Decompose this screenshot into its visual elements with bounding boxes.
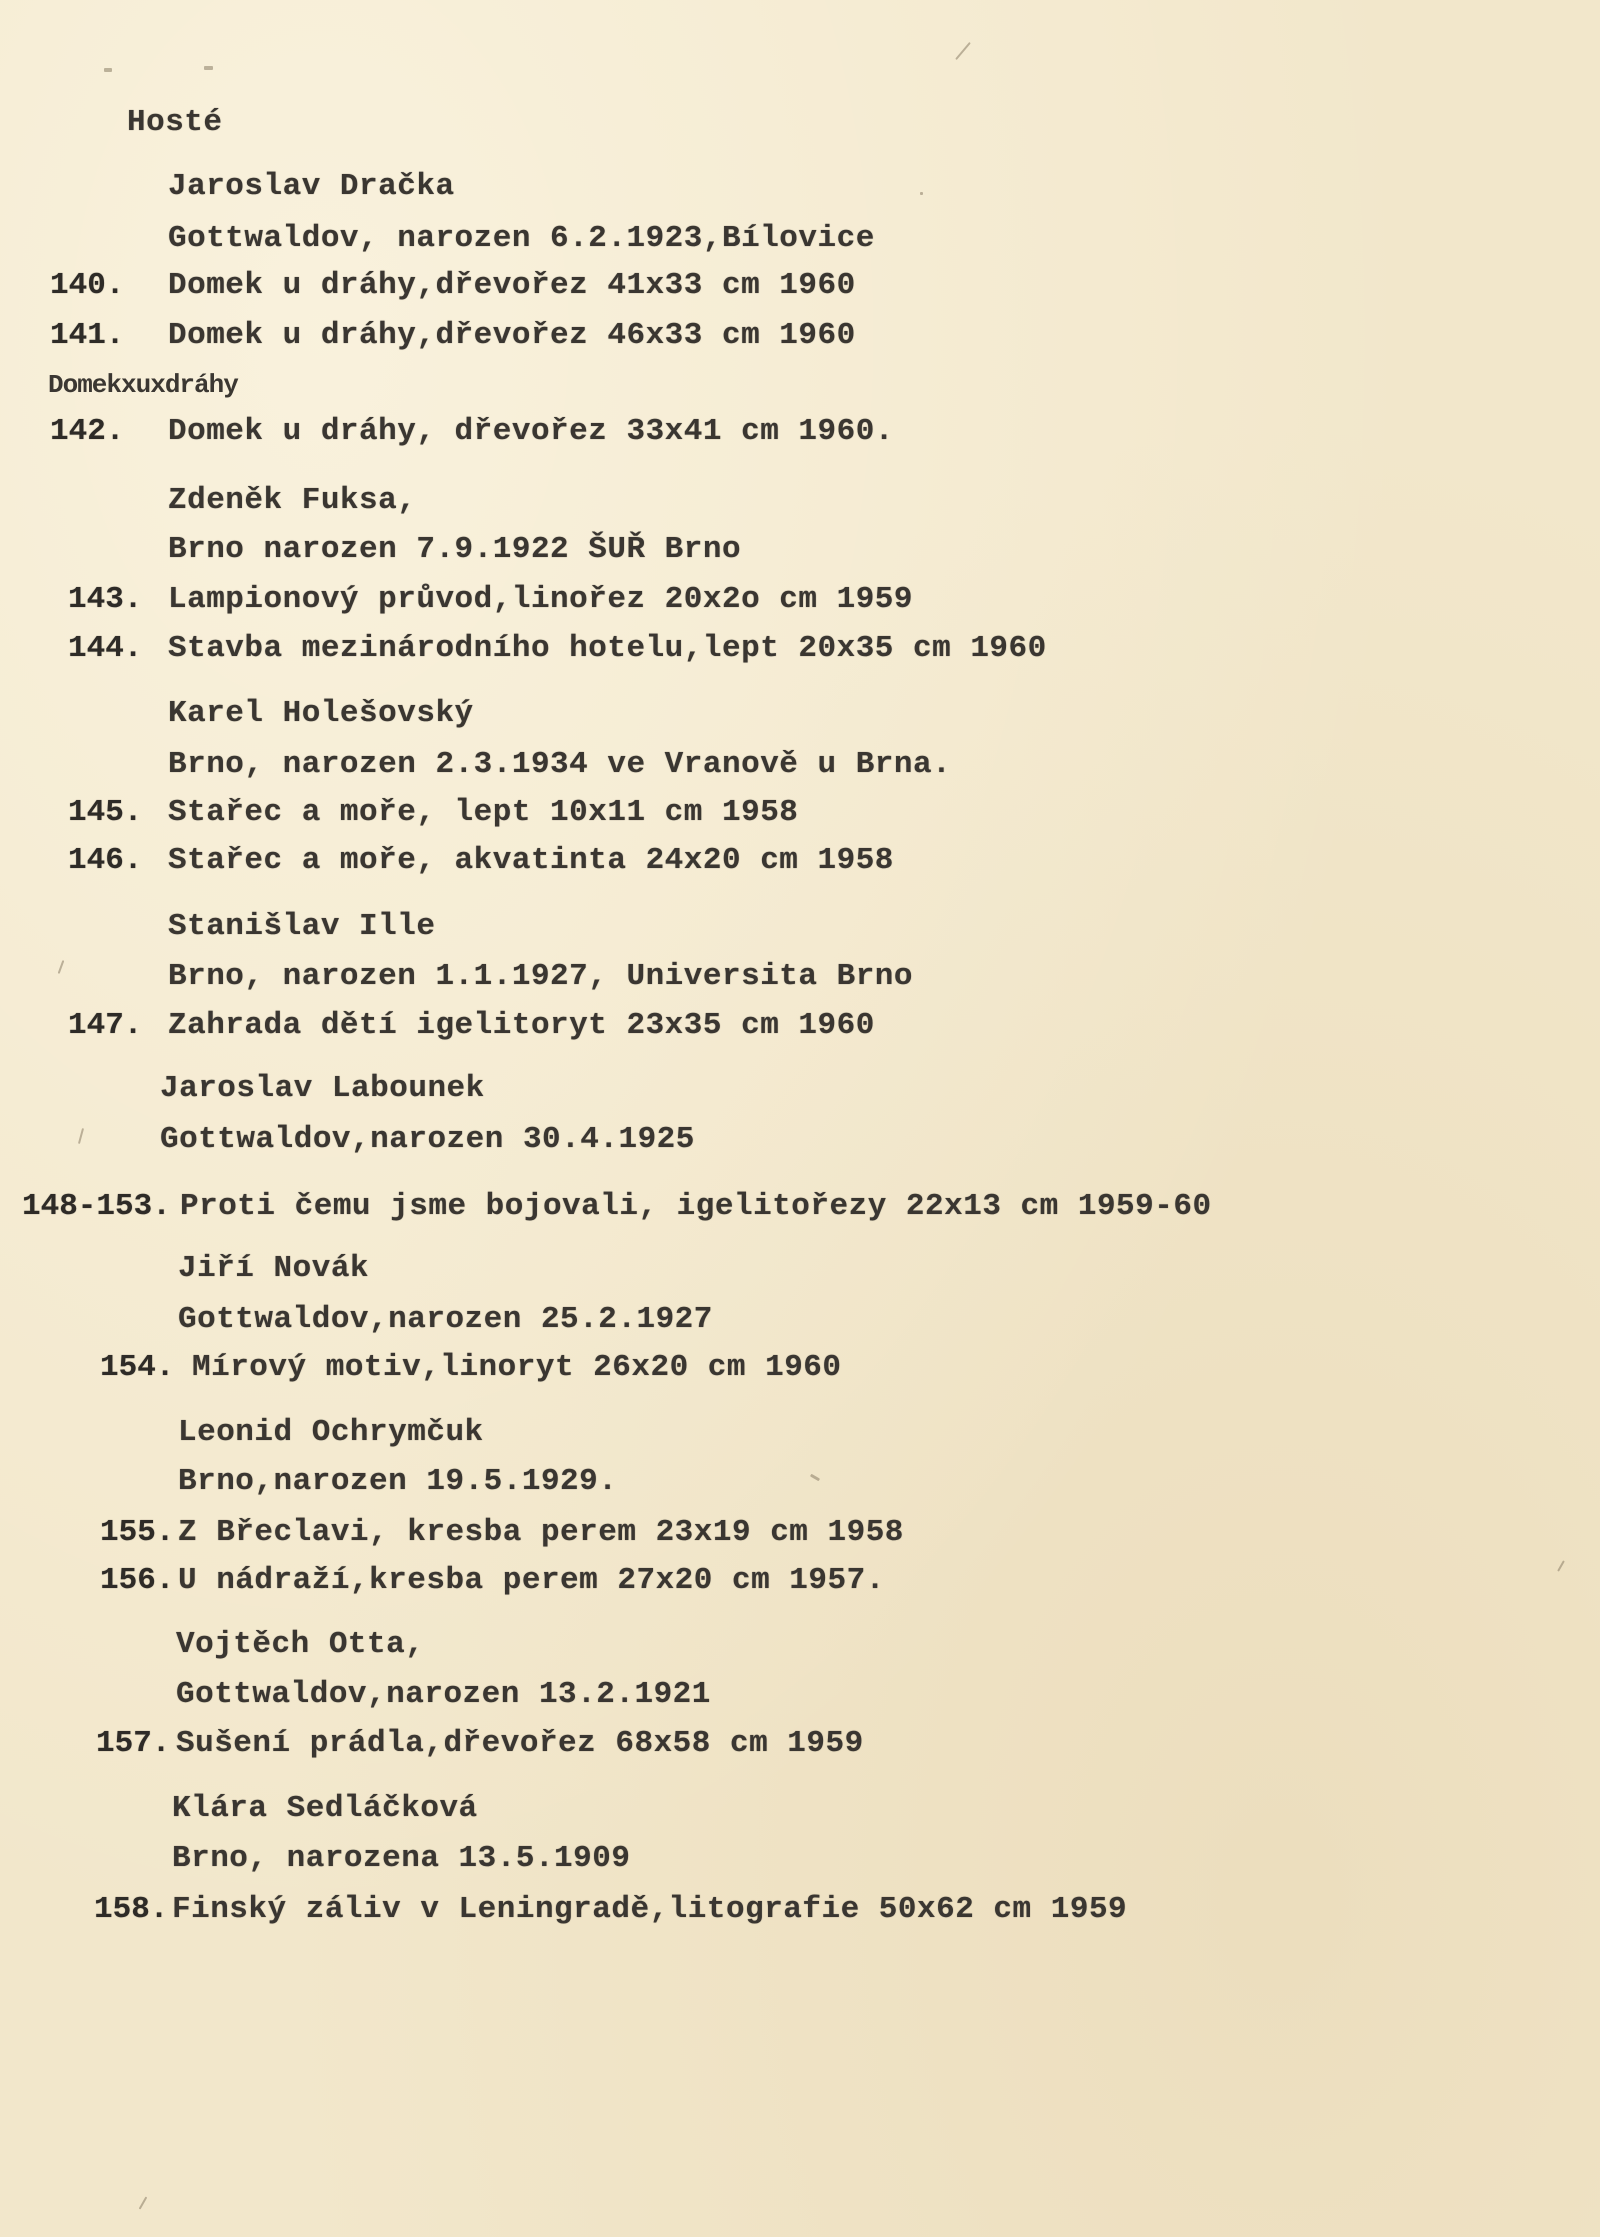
catalog-number: 154. <box>100 1350 175 1385</box>
artist-info: Brno, narozen 1.1.1927, Universita Brno <box>168 959 914 994</box>
artist-info: Gottwaldov, narozen 6.2.1923,Bílovice <box>168 221 875 256</box>
artist-name: Vojtěch Otta, <box>176 1627 425 1662</box>
catalog-number: 156. <box>100 1563 175 1598</box>
artist-info: Gottwaldov,narozen 30.4.1925 <box>160 1122 695 1157</box>
artist-name: Jaroslav Dračka <box>168 169 455 204</box>
work-entry: Domek u dráhy, dřevořez 33x41 cm 1960. <box>168 414 894 449</box>
artist-info: Brno narozen 7.9.1922 ŠUŘ Brno <box>168 532 742 567</box>
paper-speck <box>955 42 971 60</box>
paper-speck <box>78 1128 84 1144</box>
artist-info: Gottwaldov,narozen 13.2.1921 <box>176 1677 711 1712</box>
work-entry: Stavba mezinárodního hotelu,lept 20x35 cm 1960 <box>168 631 1047 666</box>
artist-name: Jiří Novák <box>178 1251 370 1286</box>
work-entry: Stařec a moře, lept 10x11 cm 1958 <box>168 795 799 830</box>
catalog-number: 145. <box>68 795 143 830</box>
artist-info: Brno,narozen 19.5.1929. <box>178 1464 618 1499</box>
work-entry: Finský záliv v Leningradě,litografie 50x62 cm 1959 <box>172 1892 1128 1927</box>
artist-info: Gottwaldov,narozen 25.2.1927 <box>178 1302 713 1337</box>
paper-speck <box>104 68 112 72</box>
catalog-number: 140. <box>50 268 125 303</box>
page-heading: Hosté <box>127 105 223 140</box>
paper-speck <box>810 1474 820 1482</box>
work-entry: Mírový motiv,linoryt 26x20 cm 1960 <box>192 1350 842 1385</box>
catalog-number: 147. <box>68 1008 143 1043</box>
work-entry: Zahrada dětí igelitoryt 23x35 cm 1960 <box>168 1008 875 1043</box>
work-entry: Stařec a moře, akvatinta 24x20 cm 1958 <box>168 843 894 878</box>
artist-name: Stanišlav Ille <box>168 909 436 944</box>
catalog-number: 146. <box>68 843 143 878</box>
catalog-number: 157. <box>96 1726 171 1761</box>
work-entry: Lampionový průvod,linořez 20x2o cm 1959 <box>168 582 914 617</box>
catalog-number: 148-153. <box>22 1189 171 1224</box>
artist-name: Jaroslav Labounek <box>160 1071 485 1106</box>
artist-info: Brno, narozen 2.3.1934 ve Vranově u Brna. <box>168 747 952 782</box>
catalog-number: 144. <box>68 631 143 666</box>
struck-out-text: Domekxuxdráhy <box>48 370 238 400</box>
catalog-number: 141. <box>50 318 125 353</box>
artist-name: Leonid Ochrymčuk <box>178 1415 484 1450</box>
catalog-number: 158. <box>94 1892 169 1927</box>
artist-name: Klára Sedláčková <box>172 1791 478 1826</box>
catalog-number: 143. <box>68 582 143 617</box>
work-entry: U nádraží,kresba perem 27x20 cm 1957. <box>178 1563 885 1598</box>
work-entry: Domek u dráhy,dřevořez 41x33 cm 1960 <box>168 268 856 303</box>
paper-speck <box>58 960 65 974</box>
paper-speck <box>139 2196 148 2209</box>
work-entry: Z Břeclavi, kresba perem 23x19 cm 1958 <box>178 1515 904 1550</box>
artist-name: Zdeněk Fuksa, <box>168 483 417 518</box>
work-entry: Domek u dráhy,dřevořez 46x33 cm 1960 <box>168 318 856 353</box>
paper-speck <box>1557 1560 1565 1571</box>
paper-speck <box>920 192 923 195</box>
artist-info: Brno, narozena 13.5.1909 <box>172 1841 631 1876</box>
catalog-number: 142. <box>50 414 125 449</box>
work-entry: Sušení prádla,dřevořez 68x58 cm 1959 <box>176 1726 864 1761</box>
catalog-number: 155. <box>100 1515 175 1550</box>
work-entry: Proti čemu jsme bojovali, igelitořezy 22x13 cm 1959-60 <box>180 1189 1212 1224</box>
artist-name: Karel Holešovský <box>168 696 474 731</box>
paper-speck <box>204 66 213 70</box>
